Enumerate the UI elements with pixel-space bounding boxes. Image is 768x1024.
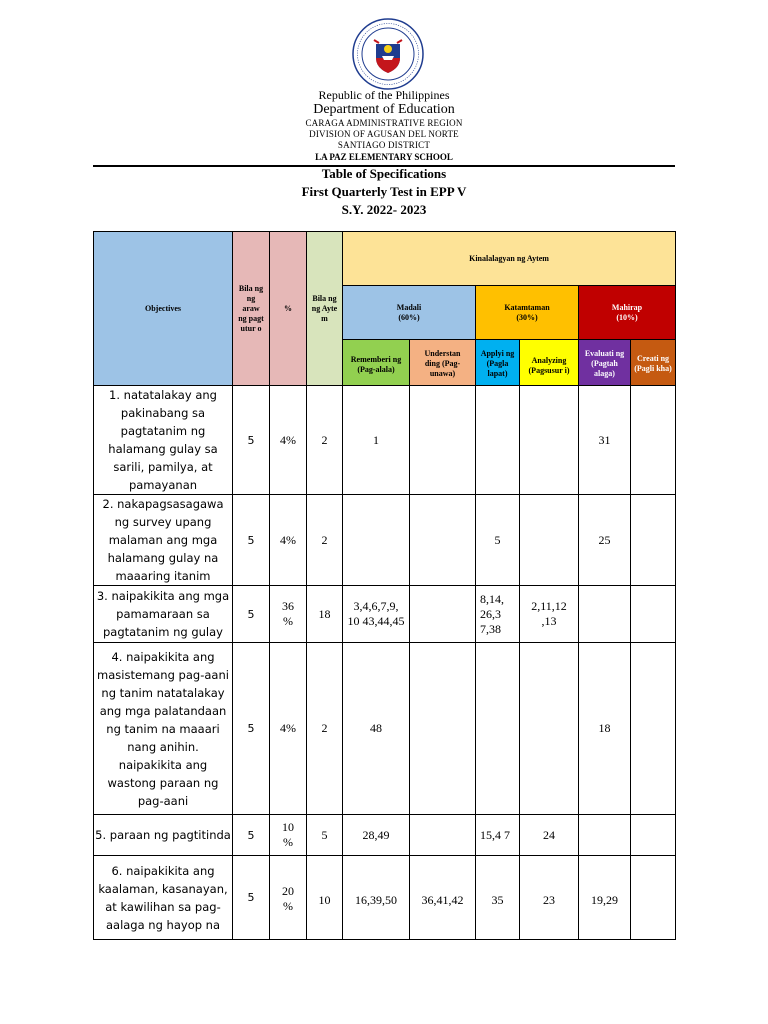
table-row bbox=[94, 386, 676, 495]
document-title: Table of Specifications bbox=[321, 166, 447, 181]
understanding-cell bbox=[410, 495, 476, 586]
average-header bbox=[476, 286, 579, 340]
applying-header: Applyi ng (Pagla lapat) bbox=[476, 340, 520, 386]
items-cell: 2 bbox=[307, 386, 343, 495]
creating-cell bbox=[631, 856, 676, 940]
applying-cell: 35 bbox=[476, 856, 520, 940]
evaluating-cell: 25 bbox=[579, 495, 631, 586]
percent-cell: 20 % bbox=[270, 856, 307, 940]
school-year: S.Y. 2022- 2023 bbox=[341, 202, 427, 217]
analyzing-header: Analyzing (Pagsusur i) bbox=[520, 340, 579, 386]
evaluating-cell: 18 bbox=[579, 643, 631, 815]
table-of-specifications bbox=[93, 231, 676, 940]
applying-cell: 5 bbox=[476, 495, 520, 586]
creating-cell bbox=[631, 495, 676, 586]
analyzing-cell: 23 bbox=[520, 856, 579, 940]
applying-cell bbox=[476, 386, 520, 495]
items-cell: 18 bbox=[307, 586, 343, 643]
applying-cell: 8,14, 26,3 7,38 bbox=[476, 586, 520, 643]
creating-cell bbox=[631, 586, 676, 643]
placement-header: Kinalalagyan ng Aytem bbox=[343, 232, 676, 286]
percent-cell: 10 % bbox=[270, 815, 307, 856]
items-cell: 2 bbox=[307, 643, 343, 815]
evaluating-header: Evaluati ng (Pagtah alaga) bbox=[579, 340, 631, 386]
understanding-header: Understan ding (Pag- unawa) bbox=[410, 340, 476, 386]
department-line: Department of Education bbox=[313, 102, 455, 117]
understanding-cell bbox=[410, 586, 476, 643]
understanding-cell bbox=[410, 386, 476, 495]
analyzing-cell bbox=[520, 386, 579, 495]
objective-cell: 6. naipakikita ang kaalaman, kasanayan, at kawilihan sa pag-aalaga ng hayop na bbox=[94, 856, 233, 940]
table-row bbox=[94, 643, 676, 815]
days-header: Bila ng ng araw ng pagt utur o bbox=[233, 232, 270, 386]
analyzing-cell: 2,11,12 ,13 bbox=[520, 586, 579, 643]
days-cell: 5 bbox=[233, 386, 270, 495]
table-row bbox=[94, 856, 676, 940]
difficult-header bbox=[579, 286, 676, 340]
easy-header bbox=[343, 286, 476, 340]
remembering-cell: 3,4,6,7,9, 10 43,44,45 bbox=[343, 586, 410, 643]
creating-header: Creati ng (Pagli kha) bbox=[631, 340, 676, 386]
understanding-cell: 36,41,42 bbox=[410, 856, 476, 940]
items-cell: 2 bbox=[307, 495, 343, 586]
objective-cell: 2. nakapagsasagawa ng survey upang malaman ang mga halamang gulay na maaaring itanim bbox=[94, 495, 233, 586]
remembering-cell: 1 bbox=[343, 386, 410, 495]
evaluating-cell: 31 bbox=[579, 386, 631, 495]
objective-cell: 5. paraan ng pagtitinda bbox=[94, 815, 233, 856]
objective-cell: 4. naipakikita ang masistemang pag-aani ng tanim natatalakay ang mga palatandaan ng tanim na maaari nang anihin. naipakikita ang wastong paraan ng pag-aani bbox=[94, 643, 233, 815]
easy-percent: (60%) bbox=[398, 312, 420, 322]
average-percent: (30%) bbox=[516, 312, 538, 322]
table-row bbox=[94, 815, 676, 856]
division-line: DIVISION OF AGUSAN DEL NORTE bbox=[309, 129, 459, 139]
analyzing-cell bbox=[520, 495, 579, 586]
items-cell: 5 bbox=[307, 815, 343, 856]
republic-line: Republic of the Philippines bbox=[318, 88, 450, 102]
days-cell: 5 bbox=[233, 856, 270, 940]
items-header: Bila ng ng Ayte m bbox=[307, 232, 343, 386]
remembering-cell bbox=[343, 495, 410, 586]
percent-cell: 4% bbox=[270, 386, 307, 495]
deped-seal-logo bbox=[352, 18, 424, 90]
items-cell: 10 bbox=[307, 856, 343, 940]
district-line: SANTIAGO DISTRICT bbox=[337, 140, 431, 150]
table-row bbox=[94, 586, 676, 643]
evaluating-cell bbox=[579, 815, 631, 856]
region-line: CARAGA ADMINISTRATIVE REGION bbox=[305, 118, 463, 128]
applying-cell: 15,4 7 bbox=[476, 815, 520, 856]
percent-header: % bbox=[270, 232, 307, 386]
difficult-percent: (10%) bbox=[616, 312, 638, 322]
test-title: First Quarterly Test in EPP V bbox=[301, 184, 467, 199]
understanding-cell bbox=[410, 815, 476, 856]
evaluating-cell bbox=[579, 586, 631, 643]
percent-cell: 4% bbox=[270, 495, 307, 586]
analyzing-cell: 24 bbox=[520, 815, 579, 856]
objective-cell: 1. natatalakay ang pakinabang sa pagtatanim ng halamang gulay sa sarili, pamilya, at pamayanan bbox=[94, 386, 233, 495]
understanding-cell bbox=[410, 643, 476, 815]
school-name: LA PAZ ELEMENTARY SCHOOL bbox=[315, 152, 453, 162]
days-cell: 5 bbox=[233, 815, 270, 856]
average-label: Katamtaman bbox=[504, 302, 550, 312]
percent-cell: 4% bbox=[270, 643, 307, 815]
remembering-cell: 28,49 bbox=[343, 815, 410, 856]
days-cell: 5 bbox=[233, 495, 270, 586]
objective-cell: 3. naipakikita ang mga pamamaraan sa pagtatanim ng gulay bbox=[94, 586, 233, 643]
objectives-header: Objectives bbox=[94, 232, 233, 386]
days-cell: 5 bbox=[233, 643, 270, 815]
evaluating-cell: 19,29 bbox=[579, 856, 631, 940]
days-cell: 5 bbox=[233, 586, 270, 643]
applying-cell bbox=[476, 643, 520, 815]
creating-cell bbox=[631, 643, 676, 815]
analyzing-cell bbox=[520, 643, 579, 815]
remembering-header: Rememberi ng (Pag-alala) bbox=[343, 340, 410, 386]
remembering-cell: 16,39,50 bbox=[343, 856, 410, 940]
table-row bbox=[94, 495, 676, 586]
creating-cell bbox=[631, 386, 676, 495]
difficult-label: Mahirap bbox=[611, 302, 643, 312]
easy-label: Madali bbox=[396, 302, 422, 312]
remembering-cell: 48 bbox=[343, 643, 410, 815]
percent-cell: 36 % bbox=[270, 586, 307, 643]
creating-cell bbox=[631, 815, 676, 856]
